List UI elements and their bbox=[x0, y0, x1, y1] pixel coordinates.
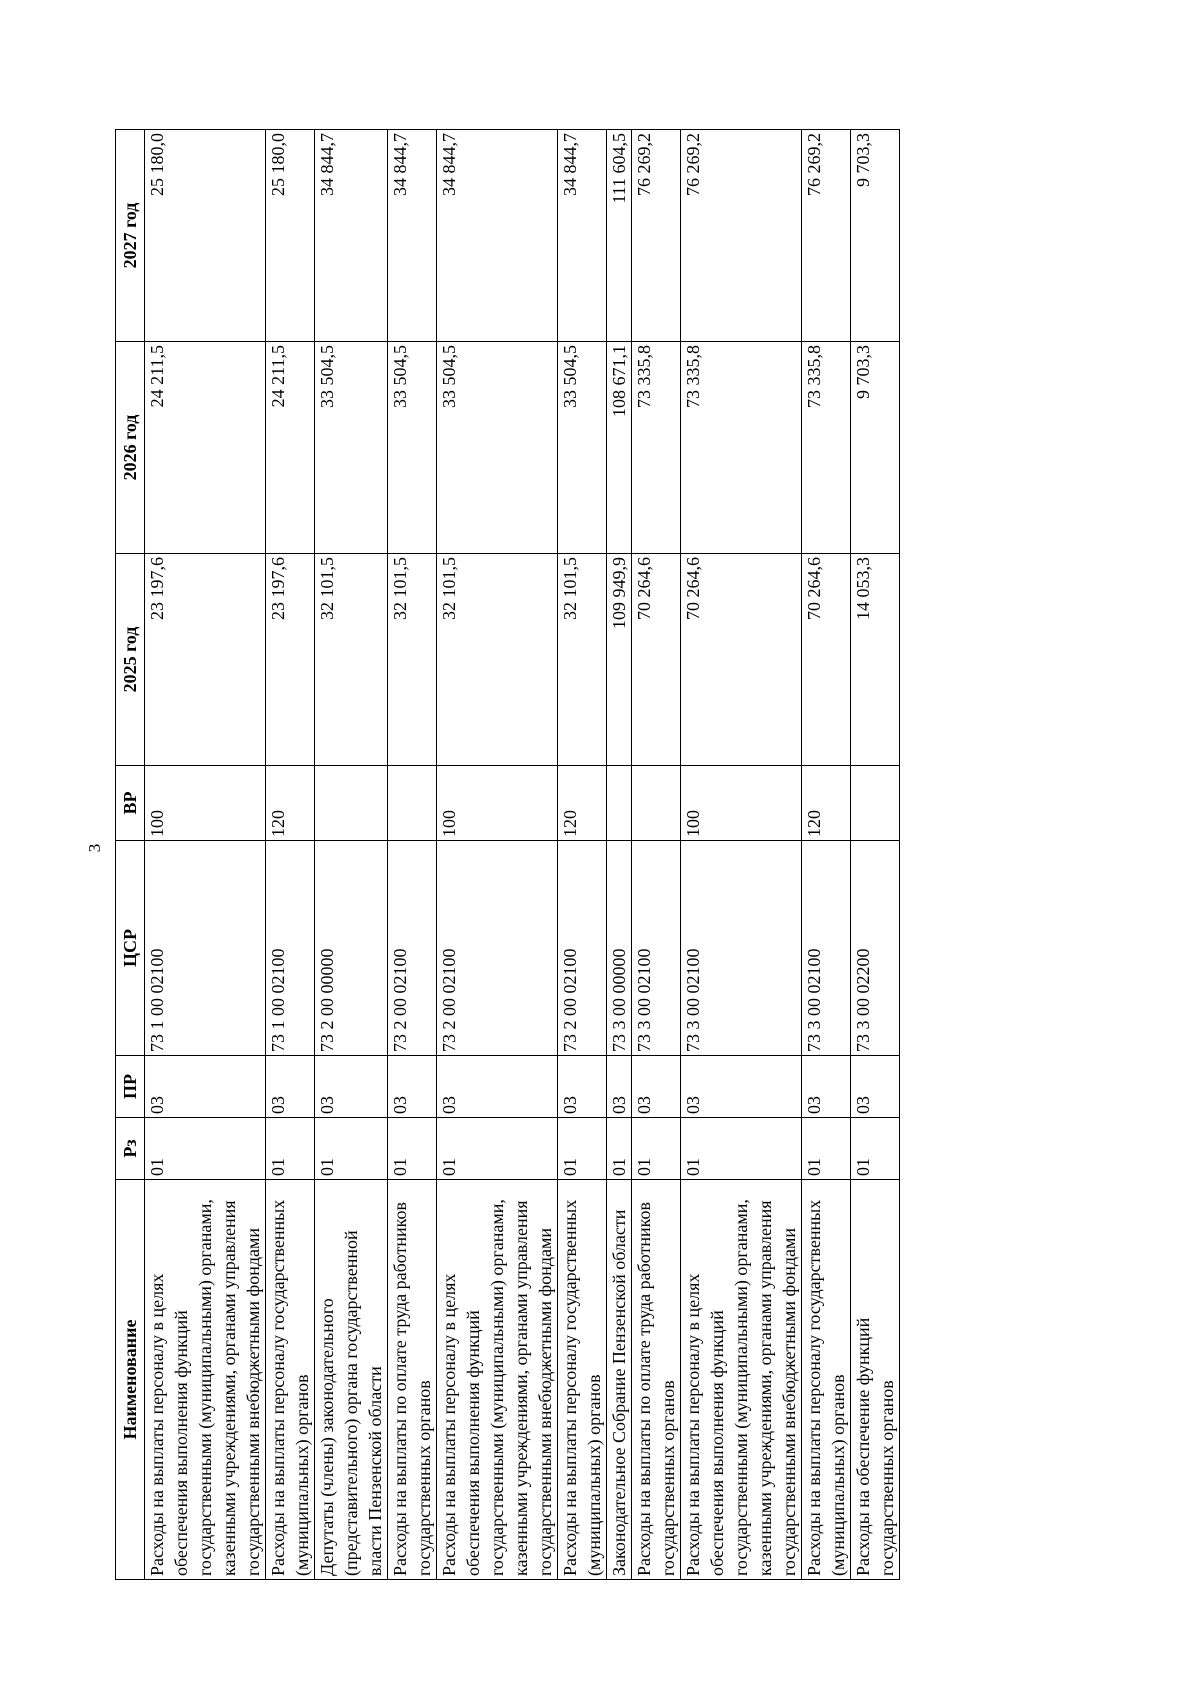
cell-csr: 73 2 00 02100 bbox=[388, 841, 437, 1056]
table-header-row bbox=[116, 130, 145, 1580]
budget-table bbox=[115, 129, 900, 1580]
table-row bbox=[558, 130, 607, 1580]
cell-name: Расходы на выплаты персоналу в целях обеспечения выполнения функций государственными (муниципальными) органами, казенными учреждениями, органами управления государственными внебюджетными фондами bbox=[437, 1180, 558, 1580]
cell-vr: 120 bbox=[266, 766, 315, 841]
cell-2025: 32 101,5 bbox=[437, 554, 558, 766]
cell-2027: 34 844,7 bbox=[315, 130, 388, 342]
cell-pr: 03 bbox=[266, 1056, 315, 1118]
cell-2027: 25 180,0 bbox=[145, 130, 266, 342]
header-csr: ЦСР bbox=[116, 841, 145, 1056]
cell-2027: 34 844,7 bbox=[437, 130, 558, 342]
cell-name: Расходы на выплаты по оплате труда работников государственных органов bbox=[388, 1180, 437, 1580]
cell-2026: 33 504,5 bbox=[315, 342, 388, 554]
cell-2025: 23 197,6 bbox=[266, 554, 315, 766]
cell-name: Расходы на выплаты персоналу государственных (муниципальных) органов bbox=[266, 1180, 315, 1580]
cell-2025: 109 949,9 bbox=[607, 554, 632, 766]
cell-rz: 01 bbox=[681, 1118, 802, 1180]
cell-csr: 73 3 00 02100 bbox=[681, 841, 802, 1056]
cell-rz: 01 bbox=[437, 1118, 558, 1180]
cell-rz: 01 bbox=[558, 1118, 607, 1180]
cell-vr bbox=[851, 766, 900, 841]
cell-csr: 73 3 00 02100 bbox=[632, 841, 681, 1056]
cell-2025: 23 197,6 bbox=[145, 554, 266, 766]
cell-2026: 24 211,5 bbox=[145, 342, 266, 554]
cell-vr bbox=[607, 766, 632, 841]
cell-2026: 108 671,1 bbox=[607, 342, 632, 554]
cell-pr: 03 bbox=[632, 1056, 681, 1118]
table-row bbox=[388, 130, 437, 1580]
cell-vr: 120 bbox=[558, 766, 607, 841]
cell-name: Расходы на выплаты персоналу государственных (муниципальных) органов bbox=[802, 1180, 851, 1580]
cell-vr bbox=[632, 766, 681, 841]
table-row bbox=[266, 130, 315, 1580]
cell-2027: 76 269,2 bbox=[632, 130, 681, 342]
table-row bbox=[607, 130, 632, 1580]
cell-2026: 73 335,8 bbox=[681, 342, 802, 554]
cell-vr: 100 bbox=[145, 766, 266, 841]
cell-vr bbox=[315, 766, 388, 841]
cell-vr: 100 bbox=[437, 766, 558, 841]
cell-2027: 111 604,5 bbox=[607, 130, 632, 342]
cell-2027: 76 269,2 bbox=[802, 130, 851, 342]
cell-2025: 32 101,5 bbox=[388, 554, 437, 766]
cell-name: Расходы на обеспечение функций государственных органов bbox=[851, 1180, 900, 1580]
cell-pr: 03 bbox=[388, 1056, 437, 1118]
cell-name: Расходы на выплаты по оплате труда работников государственных органов bbox=[632, 1180, 681, 1580]
cell-pr: 03 bbox=[851, 1056, 900, 1118]
cell-rz: 01 bbox=[851, 1118, 900, 1180]
cell-csr: 73 2 00 00000 bbox=[315, 841, 388, 1056]
header-2026: 2026 год bbox=[116, 342, 145, 554]
cell-csr: 73 3 00 02100 bbox=[802, 841, 851, 1056]
cell-rz: 01 bbox=[315, 1118, 388, 1180]
cell-2025: 14 053,3 bbox=[851, 554, 900, 766]
header-vr: ВР bbox=[116, 766, 145, 841]
cell-pr: 03 bbox=[315, 1056, 388, 1118]
cell-csr: 73 3 00 02200 bbox=[851, 841, 900, 1056]
cell-csr: 73 3 00 00000 bbox=[607, 841, 632, 1056]
cell-2025: 70 264,6 bbox=[681, 554, 802, 766]
cell-pr: 03 bbox=[607, 1056, 632, 1118]
cell-2027: 25 180,0 bbox=[266, 130, 315, 342]
cell-pr: 03 bbox=[145, 1056, 266, 1118]
cell-2026: 73 335,8 bbox=[632, 342, 681, 554]
page-number: 3 bbox=[85, 843, 104, 853]
cell-vr bbox=[388, 766, 437, 841]
cell-2026: 33 504,5 bbox=[437, 342, 558, 554]
cell-name: Законодательное Собрание Пензенской области bbox=[607, 1180, 632, 1580]
cell-pr: 03 bbox=[437, 1056, 558, 1118]
header-2025: 2025 год bbox=[116, 554, 145, 766]
cell-name: Депутаты (члены) законодательного (представительного) органа государственной власти Пензенской области bbox=[315, 1180, 388, 1580]
table-row bbox=[315, 130, 388, 1580]
header-name: Наименование bbox=[116, 1180, 145, 1580]
table-row bbox=[802, 130, 851, 1580]
rotated-table-region bbox=[115, 130, 995, 1580]
cell-2027: 34 844,7 bbox=[558, 130, 607, 342]
cell-2027: 34 844,7 bbox=[388, 130, 437, 342]
cell-vr: 100 bbox=[681, 766, 802, 841]
cell-pr: 03 bbox=[558, 1056, 607, 1118]
cell-csr: 73 1 00 02100 bbox=[266, 841, 315, 1056]
cell-2026: 73 335,8 bbox=[802, 342, 851, 554]
table-row bbox=[851, 130, 900, 1580]
cell-2025: 70 264,6 bbox=[802, 554, 851, 766]
table-row bbox=[145, 130, 266, 1580]
header-pr: ПР bbox=[116, 1056, 145, 1118]
cell-2026: 9 703,3 bbox=[851, 342, 900, 554]
table-row bbox=[632, 130, 681, 1580]
cell-csr: 73 2 00 02100 bbox=[558, 841, 607, 1056]
cell-pr: 03 bbox=[802, 1056, 851, 1118]
cell-rz: 01 bbox=[266, 1118, 315, 1180]
cell-2025: 32 101,5 bbox=[315, 554, 388, 766]
cell-vr: 120 bbox=[802, 766, 851, 841]
cell-2027: 9 703,3 bbox=[851, 130, 900, 342]
cell-rz: 01 bbox=[802, 1118, 851, 1180]
header-2027: 2027 год bbox=[116, 130, 145, 342]
rotated-table-inner bbox=[115, 130, 995, 1580]
header-rz: Рз bbox=[116, 1118, 145, 1180]
cell-name: Расходы на выплаты персоналу в целях обеспечения выполнения функций государственными (муниципальными) органами, казенными учреждениями, органами управления государственными внебюджетными фондами bbox=[145, 1180, 266, 1580]
cell-csr: 73 1 00 02100 bbox=[145, 841, 266, 1056]
cell-name: Расходы на выплаты персоналу в целях обеспечения выполнения функций государственными (муниципальными) органами, казенными учреждениями, органами управления государственными внебюджетными фондами bbox=[681, 1180, 802, 1580]
cell-rz: 01 bbox=[388, 1118, 437, 1180]
cell-2027: 76 269,2 bbox=[681, 130, 802, 342]
cell-2025: 32 101,5 bbox=[558, 554, 607, 766]
cell-pr: 03 bbox=[681, 1056, 802, 1118]
table-row bbox=[437, 130, 558, 1580]
cell-rz: 01 bbox=[145, 1118, 266, 1180]
cell-2026: 33 504,5 bbox=[388, 342, 437, 554]
table-row bbox=[681, 130, 802, 1580]
cell-rz: 01 bbox=[632, 1118, 681, 1180]
cell-name: Расходы на выплаты персоналу государственных (муниципальных) органов bbox=[558, 1180, 607, 1580]
cell-2026: 24 211,5 bbox=[266, 342, 315, 554]
cell-2026: 33 504,5 bbox=[558, 342, 607, 554]
cell-csr: 73 2 00 02100 bbox=[437, 841, 558, 1056]
cell-rz: 01 bbox=[607, 1118, 632, 1180]
cell-2025: 70 264,6 bbox=[632, 554, 681, 766]
